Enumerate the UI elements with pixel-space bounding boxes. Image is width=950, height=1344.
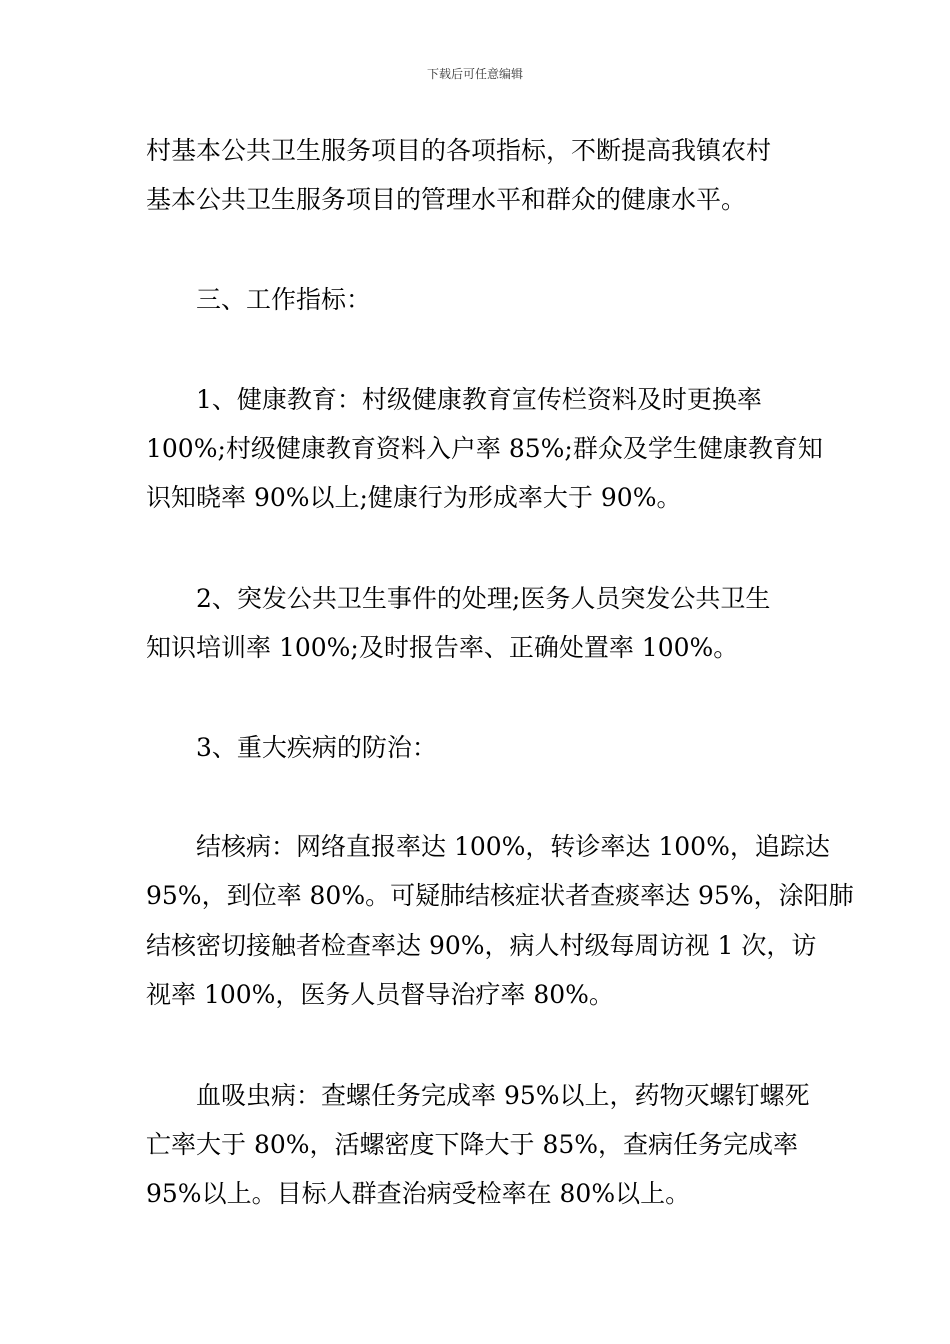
tuberculosis-line-1: 结核病：网络直报率达 100%，转诊率达 100%，追踪达 [196,832,830,861]
tuberculosis-line-3: 结核密切接触者检查率达 90%，病人村级每周访视 1 次，访 [146,931,817,960]
item-2-line-1: 2、突发公共卫生事件的处理;医务人员突发公共卫生 [196,584,771,613]
section-heading: 三、工作指标： [196,285,372,314]
tuberculosis-line-4: 视率 100%，医务人员督导治疗率 80%。 [146,980,614,1009]
item-1-line-1: 1、健康教育：村级健康教育宣传栏资料及时更换率 [196,385,762,414]
tuberculosis-line-2: 95%，到位率 80%。可疑肺结核症状者查痰率达 95%，涂阳肺 [146,881,854,910]
item-2-line-2: 知识培训率 100%;及时报告率、正确处置率 100%。 [146,633,739,662]
paragraph-1-line-1: 村基本公共卫生服务项目的各项指标，不断提高我镇农村 [146,136,772,165]
page-header: 下载后可任意编辑 [426,67,523,81]
item-3-line-1: 3、重大疾病的防治： [196,733,437,762]
paragraph-1-line-2: 基本公共卫生服务项目的管理水平和群众的健康水平。 [146,185,747,214]
item-1-line-3: 识知晓率 90%以上;健康行为形成率大于 90%。 [146,483,682,512]
schistosomiasis-line-3: 95%以上。目标人群查治病受检率在 80%以上。 [146,1179,691,1208]
schistosomiasis-line-2: 亡率大于 80%，活螺密度下降大于 85%，查病任务完成率 [146,1130,799,1159]
schistosomiasis-line-1: 血吸虫病：查螺任务完成率 95%以上，药物灭螺钉螺死 [196,1081,810,1110]
item-1-line-2: 100%;村级健康教育资料入户率 85%;群众及学生健康教育知 [146,434,823,463]
